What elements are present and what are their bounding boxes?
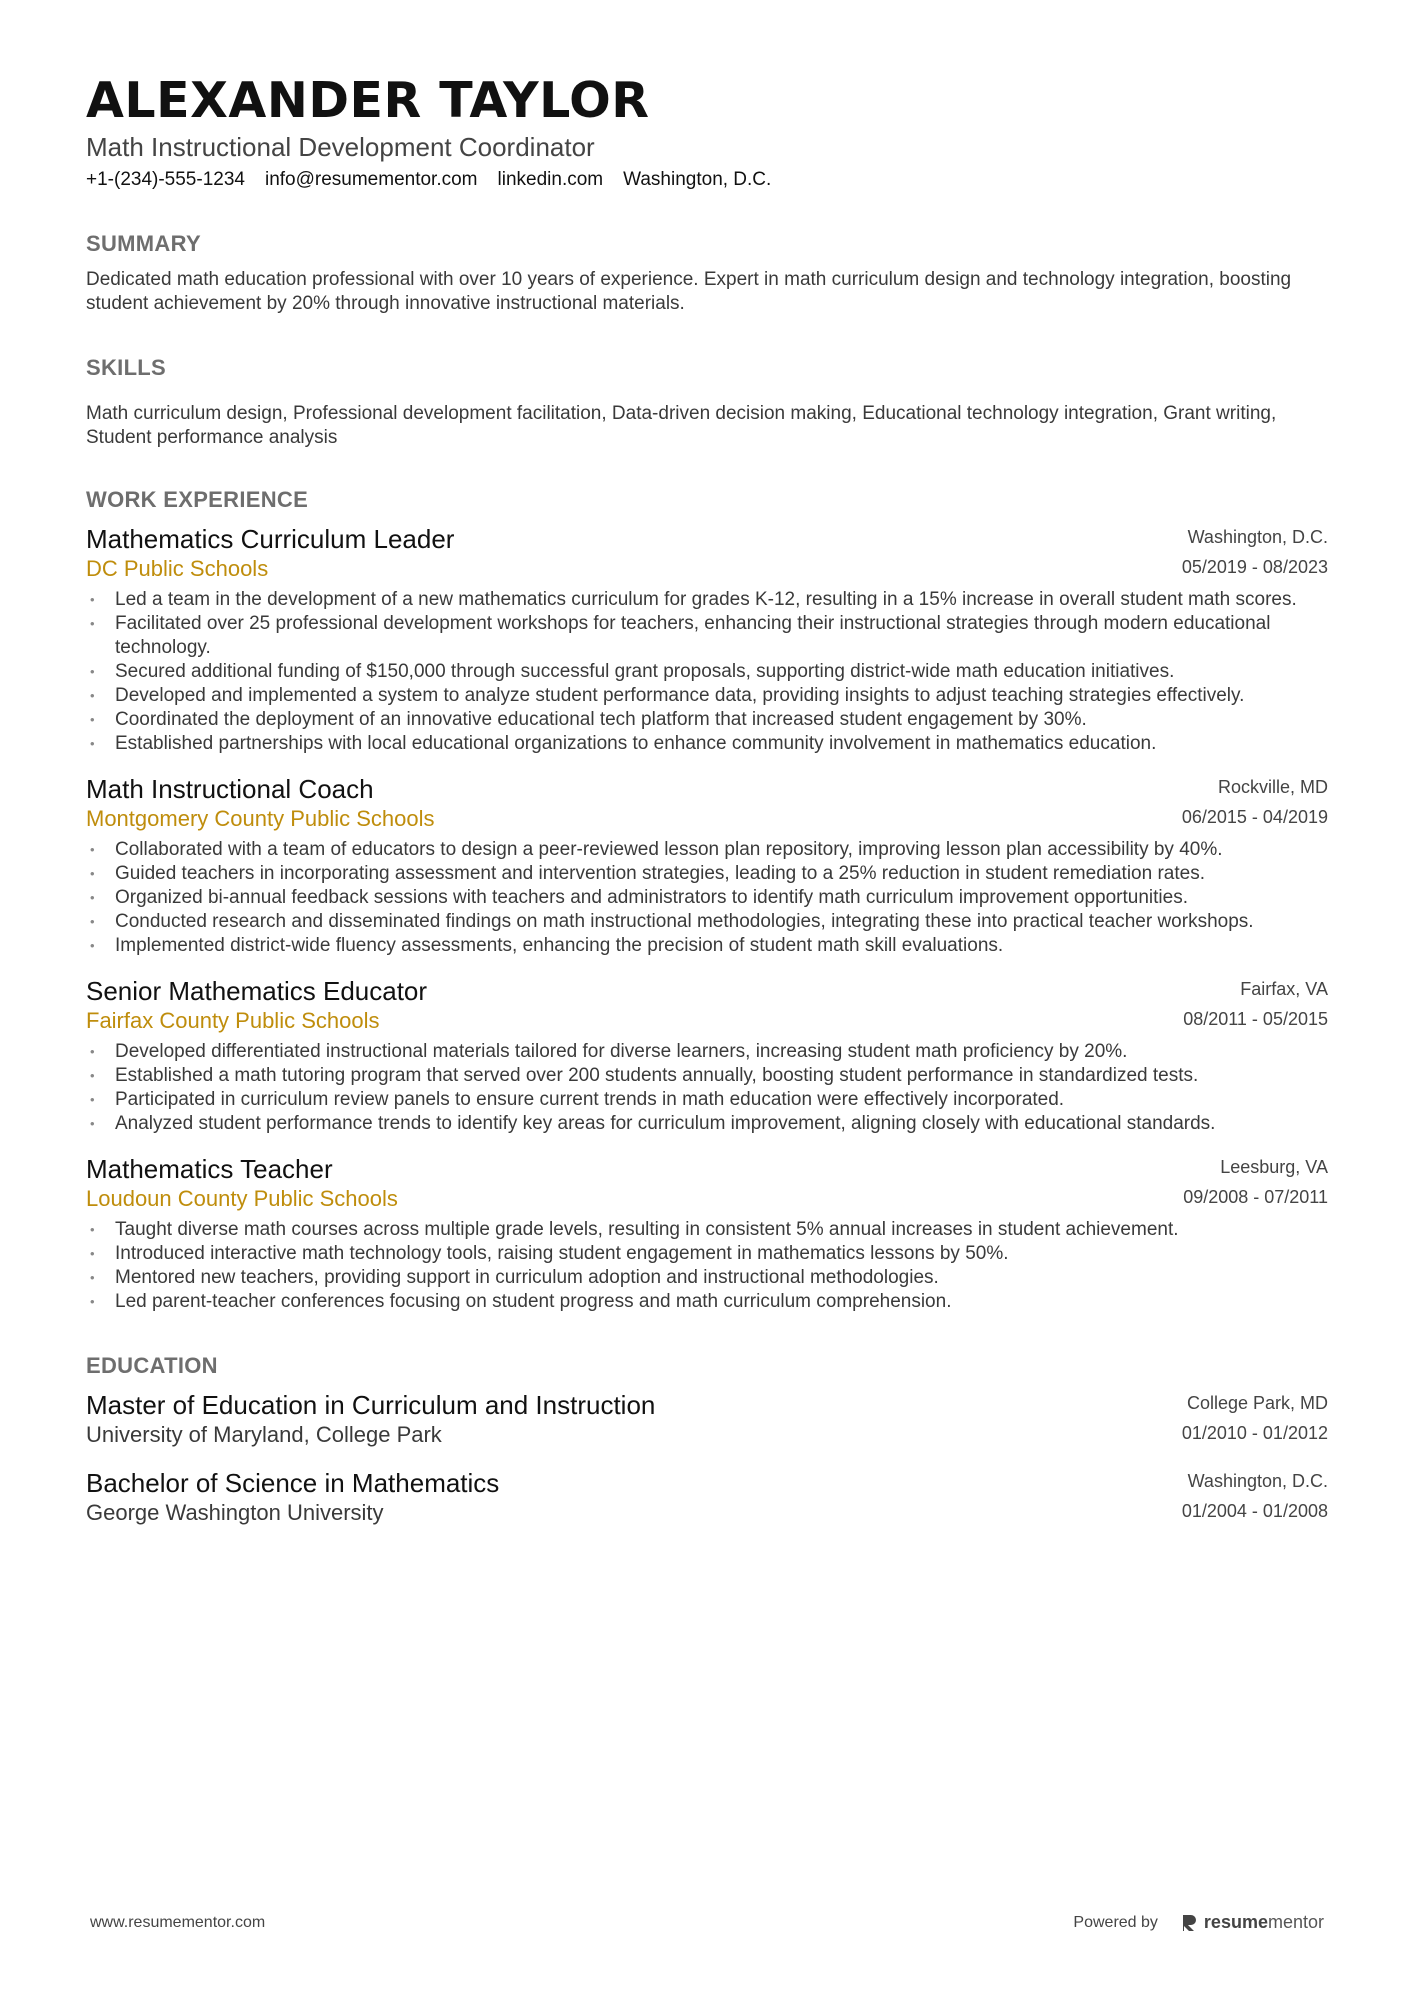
bullet-item: • Developed and implemented a system to analyze student performance data, providing insights to adjust teaching strategies effectively. xyxy=(86,684,1328,708)
bullet-item: • Coordinated the deployment of an innovative educational tech platform that increased student engagement by 30%. xyxy=(86,708,1328,732)
job-entry xyxy=(86,976,1328,1136)
page-footer xyxy=(90,1912,1324,1933)
job-header xyxy=(86,1154,1328,1214)
resume-page xyxy=(86,70,1328,1528)
bullet-item: • Introduced interactive math technology tools, raising student engagement in mathematics lessons by 50%. xyxy=(86,1242,1328,1266)
job-bullets xyxy=(86,838,1328,958)
job-entry xyxy=(86,1154,1328,1314)
skills-text: Math curriculum design, Professional development facilitation, Data-driven decision making, Educational technology integration, Grant writing, Student performance analysis xyxy=(86,403,1277,448)
education-entry xyxy=(86,1390,1328,1450)
footer-branding xyxy=(1073,1912,1324,1933)
job-entry xyxy=(86,774,1328,958)
job-company: Montgomery County Public Schools xyxy=(86,806,435,831)
experience-section xyxy=(86,486,1328,1314)
summary-section xyxy=(86,230,1328,316)
job-title: Senior Mathematics Educator xyxy=(86,976,428,1006)
candidate-name: ALEXANDER TAYLOR xyxy=(86,72,650,129)
job-location: Washington, D.C. xyxy=(1187,527,1328,547)
section-title-skills: SKILLS xyxy=(86,355,167,380)
contact-linkedin[interactable]: linkedin.com xyxy=(497,169,604,190)
bullet-item: • Developed differentiated instructional materials tailored for diverse learners, increasing student math proficiency by 20%. xyxy=(86,1040,1328,1064)
section-title-experience: WORK EXPERIENCE xyxy=(86,487,309,512)
brand-name-bold: resume xyxy=(1203,1912,1268,1932)
degree-title: Bachelor of Science in Mathematics xyxy=(86,1468,500,1498)
job-title: Mathematics Teacher xyxy=(86,1154,333,1184)
job-location: Fairfax, VA xyxy=(1240,979,1328,999)
job-entry xyxy=(86,524,1328,756)
job-company: Fairfax County Public Schools xyxy=(86,1008,380,1033)
job-dates: 06/2015 - 04/2019 xyxy=(1181,807,1328,827)
bullet-item: • Mentored new teachers, providing support in curriculum adoption and instructional methodologies. xyxy=(86,1266,1328,1290)
contact-location: Washington, D.C. xyxy=(623,169,772,190)
contact-email[interactable]: info@resumementor.com xyxy=(264,169,478,190)
education-dates: 01/2010 - 01/2012 xyxy=(1181,1423,1328,1443)
education-section xyxy=(86,1352,1328,1528)
bullet-item: • Guided teachers in incorporating assessment and intervention strategies, leading to a 25% reduction in student remediation rates. xyxy=(86,862,1328,886)
job-location: Leesburg, VA xyxy=(1220,1157,1328,1177)
bullet-item: • Collaborated with a team of educators to design a peer-reviewed lesson plan repository, improving lesson plan accessibility by 40%. xyxy=(86,838,1328,862)
section-title-summary: SUMMARY xyxy=(86,231,201,256)
job-bullets xyxy=(86,1218,1328,1314)
job-company: Loudoun County Public Schools xyxy=(86,1186,398,1211)
powered-by-label: Powered by xyxy=(1073,1913,1158,1931)
school-name: George Washington University xyxy=(86,1500,384,1525)
school-name: University of Maryland, College Park xyxy=(86,1422,442,1447)
job-bullets xyxy=(86,1040,1328,1136)
bullet-item: • Organized bi-annual feedback sessions with teachers and administrators to identify math curriculum improvement opportunities. xyxy=(86,886,1328,910)
brand-name-light: mentor xyxy=(1267,1912,1324,1932)
bullet-item: • Participated in curriculum review panels to ensure current trends in math education were effectively incorporated. xyxy=(86,1088,1328,1112)
bullet-item: • Conducted research and disseminated findings on math instructional methodologies, integrating these into practical teacher workshops. xyxy=(86,910,1328,934)
bullet-item: • Implemented district-wide fluency assessments, enhancing the precision of student math skill evaluations. xyxy=(86,934,1328,958)
job-dates: 08/2011 - 05/2015 xyxy=(1183,1009,1328,1029)
footer-url[interactable]: www.resumementor.com xyxy=(90,1913,266,1931)
job-bullets xyxy=(86,588,1328,756)
job-title: Mathematics Curriculum Leader xyxy=(86,524,455,554)
resumementor-logo-icon xyxy=(1180,1913,1198,1933)
education-entry xyxy=(86,1468,1328,1528)
summary-text: Dedicated math education professional with over 10 years of experience. Expert in math curriculum design and technology integration, boosting student achievement by 20% through innovative instructional materials. xyxy=(86,269,1292,314)
education-location: Washington, D.C. xyxy=(1187,1471,1328,1491)
bullet-item: • Established partnerships with local educational organizations to enhance community involvement in mathematics education. xyxy=(86,732,1328,756)
education-location: College Park, MD xyxy=(1186,1393,1328,1413)
job-location: Rockville, MD xyxy=(1217,777,1328,797)
job-header xyxy=(86,976,1328,1036)
job-company: DC Public Schools xyxy=(86,556,269,581)
candidate-role: Math Instructional Development Coordinator xyxy=(86,132,595,162)
section-title-education: EDUCATION xyxy=(86,1353,218,1378)
bullet-item: • Led a team in the development of a new mathematics curriculum for grades K-12, resulting in a 15% increase in overall student math scores. xyxy=(86,588,1328,612)
bullet-item: • Analyzed student performance trends to identify key areas for curriculum improvement, aligning closely with educational standards. xyxy=(86,1112,1328,1136)
job-header xyxy=(86,524,1328,584)
job-header xyxy=(86,774,1328,834)
skills-section xyxy=(86,354,1328,450)
bullet-item: • Secured additional funding of $150,000 through successful grant proposals, supporting district-wide math education initiatives. xyxy=(86,660,1328,684)
resume-header xyxy=(86,70,1328,194)
bullet-item: • Taught diverse math courses across multiple grade levels, resulting in consistent 5% annual increases in student achievement. xyxy=(86,1218,1328,1242)
bullet-item: • Facilitated over 25 professional development workshops for teachers, enhancing their instructional strategies through modern educational technology. xyxy=(86,612,1328,660)
contact-list xyxy=(86,166,1328,194)
contact-phone: +1-(234)-555-1234 xyxy=(86,169,245,190)
brand-logo[interactable] xyxy=(1180,1912,1324,1933)
job-title: Math Instructional Coach xyxy=(86,774,374,804)
degree-title: Master of Education in Curriculum and Instruction xyxy=(86,1390,656,1420)
job-dates: 05/2019 - 08/2023 xyxy=(1181,557,1328,577)
education-dates: 01/2004 - 01/2008 xyxy=(1181,1501,1328,1521)
bullet-item: • Led parent-teacher conferences focusing on student progress and math curriculum comprehension. xyxy=(86,1290,1328,1314)
bullet-item: • Established a math tutoring program that served over 200 students annually, boosting student performance in standardized tests. xyxy=(86,1064,1328,1088)
job-dates: 09/2008 - 07/2011 xyxy=(1183,1187,1328,1207)
